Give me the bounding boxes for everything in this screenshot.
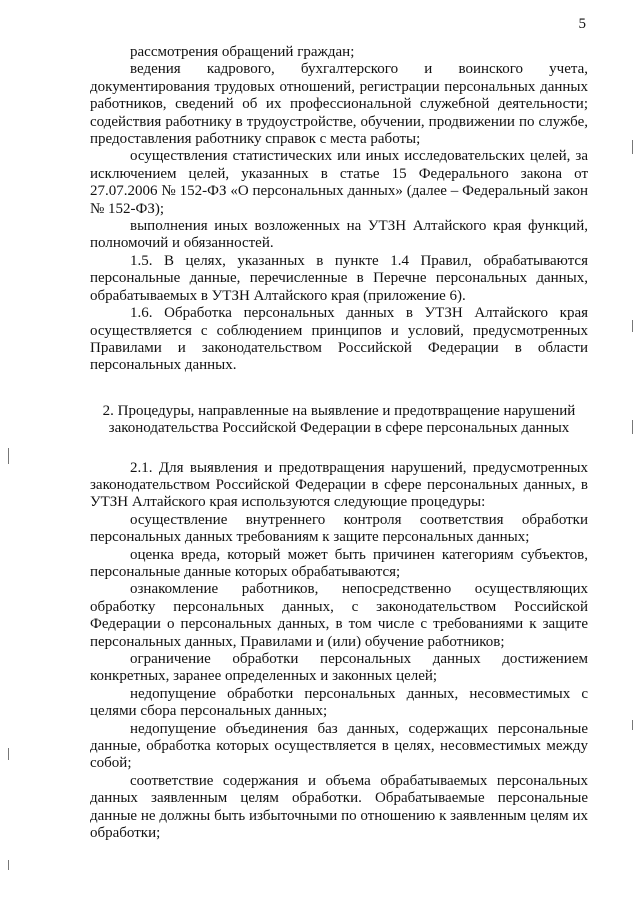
procedure-item: соответствие содержания и объема обрабатываемых персональных данных заявленным целям обработки. Обрабатываемые персональные данные не должны быть избыточными по отношению к заявленным целям их обработки; <box>90 772 588 842</box>
body-paragraph: 1.5. В целях, указанных в пункте 1.4 Правил, обрабатываются персональные данные, перечисленные в Перечне персональных данных, обрабатываемых в УТЗН Алтайского края (приложение 6). <box>90 252 588 304</box>
section-heading-line: 2. Процедуры, направленные на выявление и предотвращение нарушений <box>102 402 576 419</box>
document-body <box>90 44 588 842</box>
scan-mark <box>632 720 633 730</box>
body-paragraph: 1.6. Обработка персональных данных в УТЗН Алтайского края осуществляется с соблюдением принципов и условий, предусмотренных Правилами и законодательством Российской Федерации в области персональных данных. <box>90 305 588 374</box>
scan-mark <box>8 748 9 760</box>
procedure-item: недопущение обработки персональных данных, несовместимых с целями сбора персональных данных; <box>90 685 588 720</box>
procedure-item: осуществление внутреннего контроля соответствия обработки персональных данных требованиям к защите персональных данных; <box>90 511 588 546</box>
procedure-item: недопущение объединения баз данных, содержащих персональные данные, обработка которых осуществляется в целях, несовместимых между собой; <box>90 720 588 772</box>
section-heading-line: законодательства Российской Федерации в сфере персональных данных <box>108 420 570 437</box>
procedure-item: ограничение обработки персональных данных достижением конкретных, заранее определенных и законных целей; <box>90 651 588 685</box>
section-heading <box>90 403 588 438</box>
page-number: 5 <box>578 16 586 32</box>
scan-mark <box>632 420 633 434</box>
procedure-item: оценка вреда, который может быть причинен категориям субъектов, персональные данные которых обрабатываются; <box>90 546 588 580</box>
body-paragraph: выполнения иных возложенных на УТЗН Алтайского края функций, полномочий и обязанностей. <box>90 218 588 252</box>
scan-mark <box>632 140 633 154</box>
body-paragraph: осуществления статистических или иных исследовательских целей, за исключением целей, указанных в статье 15 Федерального закона от 27.07.2006 № 152-ФЗ «О персональных данных» (далее – Федеральный закон № 152-ФЗ); <box>90 148 588 217</box>
scan-mark <box>632 320 633 332</box>
body-paragraph: ведения кадрового, бухгалтерского и воинского учета, документирования трудовых отношений, регистрации персональных данных работников, сведений об их профессиональной служебной деятельности; содействия работнику в трудоустройстве, обучении, продвижении по службе, предоставления работнику справок с места работы; <box>90 61 588 148</box>
procedure-item: ознакомление работников, непосредственно осуществляющих обработку персональных данных, с законодательством Российской Федерации о персональных данных, в том числе с требованиями к защите персональных данных, Правилами и (или) обучение работников; <box>90 581 588 650</box>
scan-mark <box>8 448 9 464</box>
body-paragraph: рассмотрения обращений граждан; <box>130 44 355 60</box>
body-paragraph: 2.1. Для выявления и предотвращения нарушений, предусмотренных законодательством Российской Федерации в сфере персональных данных, в УТЗН Алтайского края используются следующие процедуры: <box>90 459 588 511</box>
scan-mark <box>8 860 9 870</box>
